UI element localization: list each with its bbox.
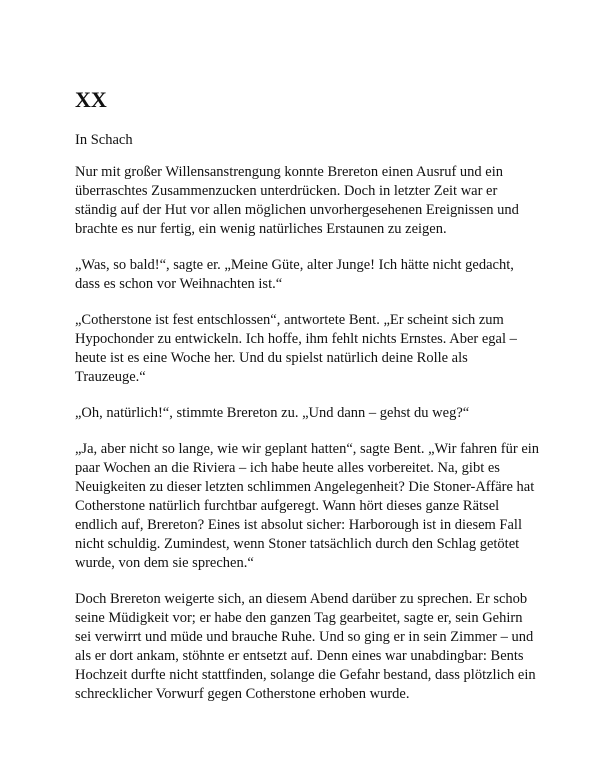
paragraph: „Oh, natürlich!“, stimmte Brereton zu. „Und dann – gehst du weg?“ [75,405,470,421]
chapter-number: XX [75,87,107,112]
paragraph: „Was, so bald!“, sagte er. „Meine Güte, alter Junge! Ich hätte nicht gedacht, dass es schon vor Weihnachten ist.“ [75,257,514,292]
chapter-body [75,163,540,721]
paragraph: Doch Brereton weigerte sich, an diesem Abend darüber zu sprechen. Er schob seine Müdigkeit vor; er habe den ganzen Tag gearbeitet, sagte er, sein Gehirn sei verwirrt und müde und brauche Ruhe. Und so ging er in sein Zimmer – und als er dort ankam, stöhnte er entsetzt auf. Denn eines war unabdingbar: Bents Hochzeit durfte nicht stattfinden, solange die Gefahr bestand, dass plötzlich ein schrecklicher Vorwurf gegen Cotherstone erhoben wurde. [75,591,536,702]
paragraph: „Cotherstone ist fest entschlossen“, antwortete Bent. „Er scheint sich zum Hypochonder zu entwickeln. Ich hoffe, ihm fehlt nichts Ernstes. Aber egal – heute ist es eine Woche her. Und du spielst natürlich deine Rolle als Trauzeuge.“ [75,312,517,385]
paragraph: Nur mit großer Willensanstrengung konnte Brereton einen Ausruf und ein überraschtes Zusammenzucken unterdrücken. Doch in letzter Zeit war er ständig auf der Hut vor allen möglichen unvorhergesehenen Ereignissen und brachte es nur fertig, ein wenig natürliches Erstaunen zu zeigen. [75,164,519,237]
chapter-title: In Schach [75,132,133,148]
paragraph: „Ja, aber nicht so lange, wie wir geplant hatten“, sagte Bent. „Wir fahren für ein paar Wochen an die Riviera – ich habe heute alles vorbereitet. Na, gibt es Neuigkeiten zu dieser letzten schlimmen Angelegenheit? Die Stoner-Affäre hat Cotherstone natürlich furchtbar aufgeregt. Wann hört dieses ganze Rätsel endlich auf, Brereton? Eines ist absolut sicher: Harborough ist in diesem Fall nicht schuldig. Zumindest, wenn Stoner tatsächlich durch den Schlag getötet wurde, von dem sie sprechen.“ [75,441,540,571]
